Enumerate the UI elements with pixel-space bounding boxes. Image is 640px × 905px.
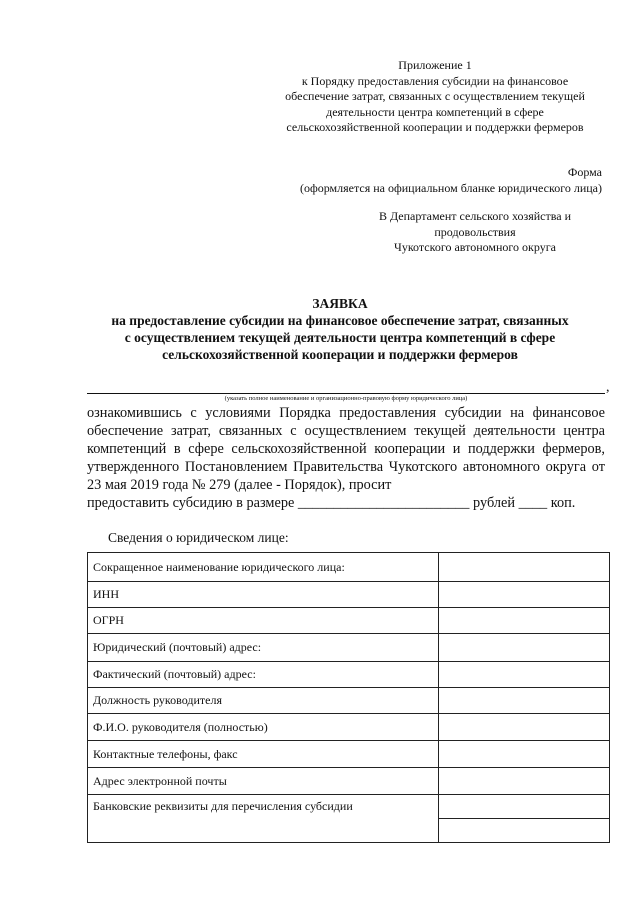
addressee-line: Чукотского автономного округа xyxy=(394,240,556,254)
bank-details-value-cell[interactable] xyxy=(439,819,610,843)
row-label: Юридический (почтовый) адрес: xyxy=(88,634,439,662)
table-row xyxy=(88,795,610,819)
row-label: Сокращенное наименование юридического лица: xyxy=(88,553,439,582)
legal-entity-table xyxy=(87,552,610,843)
form-label: Форма xyxy=(567,165,602,179)
row-label: Должность руководителя xyxy=(88,688,439,714)
addressee-line: продовольствия xyxy=(434,224,516,239)
applicant-comma: , xyxy=(606,380,610,395)
form-label-block xyxy=(242,165,602,196)
row-label: ИНН xyxy=(88,582,439,608)
title-line: на предоставление субсидии на финансовое обеспечение затрат, связанных xyxy=(111,313,569,328)
section-title: Сведения о юридическом лице: xyxy=(108,530,289,545)
appendix-line: сельскохозяйственной кооперации и поддержки фермеров xyxy=(286,120,584,134)
subsidy-amount-line[interactable]: предоставить субсидию в размере ________________________ рублей ____ коп. xyxy=(87,495,576,511)
row-value-cell[interactable] xyxy=(439,634,610,662)
row-value-cell[interactable] xyxy=(439,662,610,688)
request-paragraph xyxy=(87,404,605,512)
title-heading: ЗАЯВКА xyxy=(312,296,368,311)
row-label: Фактический (почтовый) адрес: xyxy=(88,662,439,688)
row-value-cell[interactable] xyxy=(439,741,610,768)
appendix-line: обеспечение затрат, связанных с осуществлением текущей xyxy=(285,89,585,103)
title-line: с осуществлением текущей деятельности центра компетенций в сфере xyxy=(124,330,556,345)
table-row xyxy=(88,662,610,688)
table-row xyxy=(88,688,610,714)
table-row xyxy=(88,714,610,741)
applicant-hint: (указать полное наименование и организационно-правовую форму юридического лица) xyxy=(224,395,468,402)
table-row xyxy=(88,741,610,768)
appendix-line: к Порядку предоставления субсидии на финансовое xyxy=(301,73,569,88)
row-label: ОГРН xyxy=(88,608,439,634)
row-value-cell[interactable] xyxy=(439,768,610,795)
bank-details-label: Банковские реквизиты для перечисления субсидии xyxy=(88,795,439,843)
table-row xyxy=(88,768,610,795)
appendix-line: Приложение 1 xyxy=(398,58,472,72)
table-row xyxy=(88,634,610,662)
table-body xyxy=(88,553,610,843)
appendix-header xyxy=(250,58,620,136)
table-row xyxy=(88,582,610,608)
row-value-cell[interactable] xyxy=(439,553,610,582)
applicant-name-line[interactable] xyxy=(87,393,605,394)
request-text: ознакомившись с условиями Порядка предоставления субсидии на финансовое обеспечение затрат, связанных с осуществлением текущей деятельности центра компетенций в сфере сельскохозяйственной кооперации и поддержки фермеров, утвержденного Постановлением Правительства Чукотского автономного округа от 23 мая 2019 года № 279 (далее - Порядок), просит xyxy=(87,405,605,493)
row-label: Адрес электронной почты xyxy=(88,768,439,795)
row-label: Контактные телефоны, факс xyxy=(88,741,439,768)
table-row xyxy=(88,553,610,582)
form-note: (оформляется на официальном бланке юридического лица) xyxy=(299,180,602,195)
appendix-line: деятельности центра компетенций в сфере xyxy=(326,104,544,119)
addressee-line: В Департамент сельского хозяйства и xyxy=(378,209,572,223)
document-title xyxy=(60,295,620,363)
bank-details-value-cell[interactable] xyxy=(439,795,610,819)
row-value-cell[interactable] xyxy=(439,608,610,634)
title-line: сельскохозяйственной кооперации и поддержки фермеров xyxy=(162,347,518,362)
row-value-cell[interactable] xyxy=(439,688,610,714)
table-row xyxy=(88,608,610,634)
row-label: Ф.И.О. руководителя (полностью) xyxy=(88,714,439,741)
row-value-cell[interactable] xyxy=(439,714,610,741)
addressee-block xyxy=(340,209,610,256)
row-value-cell[interactable] xyxy=(439,582,610,608)
